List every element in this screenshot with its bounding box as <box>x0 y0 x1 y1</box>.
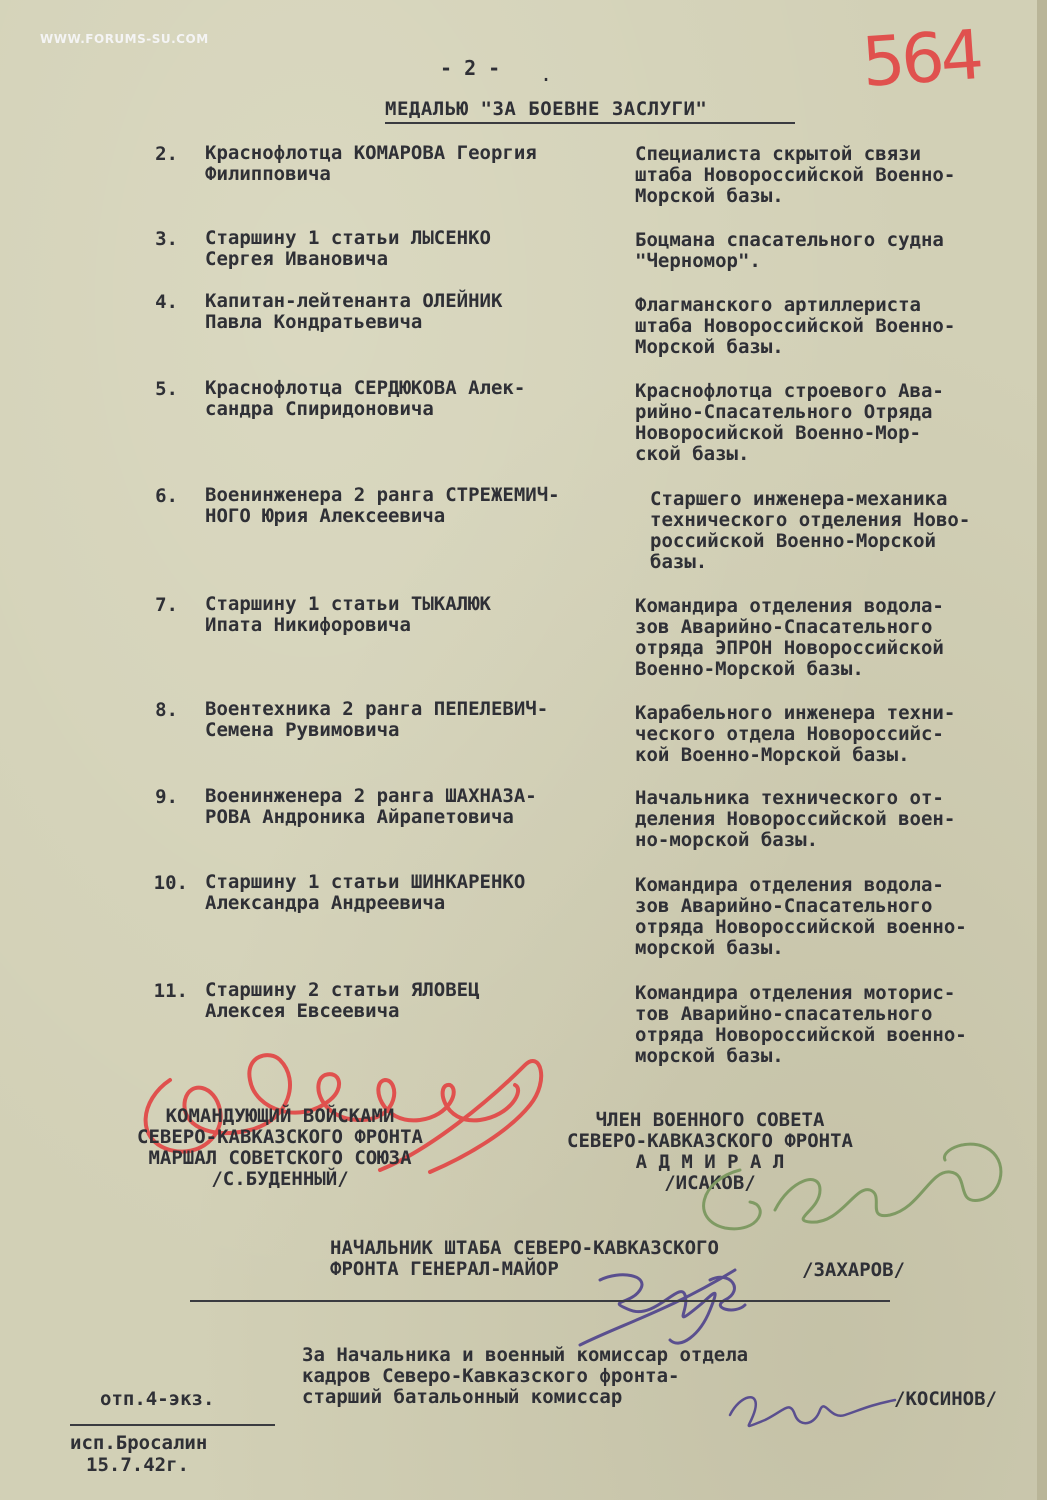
entry-name: Старшину 1 статьи ШИНКАРЕНКО Александра Андреевича <box>205 871 526 914</box>
entry-position: Боцмана спасательного судна "Черномор". <box>635 229 944 272</box>
chief-of-staff-name: /ЗАХАРОВ/ <box>802 1259 905 1281</box>
entry-number: 11. <box>153 980 188 1002</box>
watermark: WWW.FORUMS-SU.COM <box>40 32 209 46</box>
entry-number: 4. <box>155 291 178 313</box>
entry-number: 3. <box>155 228 178 250</box>
entry-number: 2. <box>155 143 178 165</box>
entry-name: Старшину 1 статьи ТЫКАЛЮК Ипата Никифоровича <box>205 593 491 636</box>
entry-name: Краснофлотца СЕРДЮКОВА Алек- сандра Спиридоновича <box>205 377 526 420</box>
entry-name: Старшину 2 статьи ЯЛОВЕЦ Алексея Евсеевича <box>205 979 480 1022</box>
entry-number: 7. <box>155 594 178 616</box>
dot-mark: . <box>540 62 553 86</box>
entry-position: Начальника технического от- деления Новороссийской воен- но-морской базы. <box>635 787 956 851</box>
executor-note: исп.Бросалин <box>70 1432 208 1454</box>
entry-position: Карабельного инженера техни- ческого отдела Новороссийс- кой Военно-Морской базы. <box>635 702 956 766</box>
entry-position: Командира отделения моторис- тов Аварийно-спасательного отряда Новороссийской военно- морской базы. <box>635 982 967 1067</box>
heading: МЕДАЛЬЮ "ЗА БОЕВНЕ ЗАСЛУГИ" <box>385 98 795 124</box>
cadres-signature-block: За Начальника и военный комиссар отдела кадров Северо-Кавказского фронта- старший батальонный комиссар <box>302 1344 749 1408</box>
entry-position: Специалиста скрытой связи штаба Новороссийской Военно- Морской базы. <box>635 143 956 207</box>
entry-position: Флагманского артиллериста штаба Новороссийской Военно- Морской базы. <box>635 294 956 358</box>
council-member-signature-block: ЧЛЕН ВОЕННОГО СОВЕТА СЕВЕРО-КАВКАЗСКОГО ФРОНТА А Д М И Р А Л /ИСАКОВ/ <box>567 1109 853 1194</box>
date-note: 15.7.42г. <box>86 1454 189 1476</box>
entry-name: Капитан-лейтенанта ОЛЕЙНИК Павла Кондратьевича <box>205 290 503 333</box>
green-signature <box>680 1110 1020 1240</box>
entry-name: Военинженера 2 ранга ШАХНАЗА- РОВА Андроника Айрапетовича <box>205 785 537 828</box>
copies-note: отп.4-экз. <box>100 1388 215 1410</box>
cadres-name: /КОСИНОВ/ <box>894 1388 997 1410</box>
page-number: - 2 - <box>440 56 501 80</box>
entry-number: 9. <box>155 786 178 808</box>
separator-line <box>190 1300 890 1302</box>
violet-signature-kosinov <box>720 1380 900 1440</box>
entry-name: Воентехника 2 ранга ПЕПЕЛЕВИЧ- Семена Рувимовича <box>205 698 549 741</box>
archive-number-handwritten: 564 <box>859 15 983 104</box>
chief-of-staff-title: НАЧАЛЬНИК ШТАБА СЕВЕРО-КАВКАЗСКОГО ФРОНТА ГЕНЕРАЛ-МАЙОР <box>330 1237 719 1280</box>
entry-position: Командира отделения водола- зов Аварийно-Спасательного отряда Новороссийской военно- морской базы. <box>635 874 967 959</box>
entry-name: Старшину 1 статьи ЛЫСЕНКО Сергея Ивановича <box>205 227 491 270</box>
entry-position: Краснофлотца строевого Ава- рийно-Спасательного Отряда Новоросийской Военно-Мор- ской базы. <box>635 380 944 465</box>
entry-number: 8. <box>155 699 178 721</box>
commander-signature-block: КОМАНДУЮЩИЙ ВОЙСКАМИ СЕВЕРО-КАВКАЗСКОГО ФРОНТА МАРШАЛ СОВЕТСКОГО СОЮЗА /С.БУДЕННЫЙ/ <box>137 1105 423 1190</box>
entry-name: Военинженера 2 ранга СТРЕЖЕМИЧ- НОГО Юрия Алексеевича <box>205 484 560 527</box>
entry-number: 6. <box>155 485 178 507</box>
entry-number: 10. <box>153 872 188 894</box>
entry-position: Старшего инженера-механика технического отделения Ново- российской Военно-Морской базы. <box>650 488 971 573</box>
entry-number: 5. <box>155 378 178 400</box>
entry-position: Командира отделения водола- зов Аварийно-Спасательного отряда ЭПРОН Новороссийской Военно-Морской базы. <box>635 595 944 680</box>
entry-name: Краснофлотца КОМАРОВА Георгия Филипповича <box>205 142 537 185</box>
footer-rule <box>70 1424 275 1426</box>
